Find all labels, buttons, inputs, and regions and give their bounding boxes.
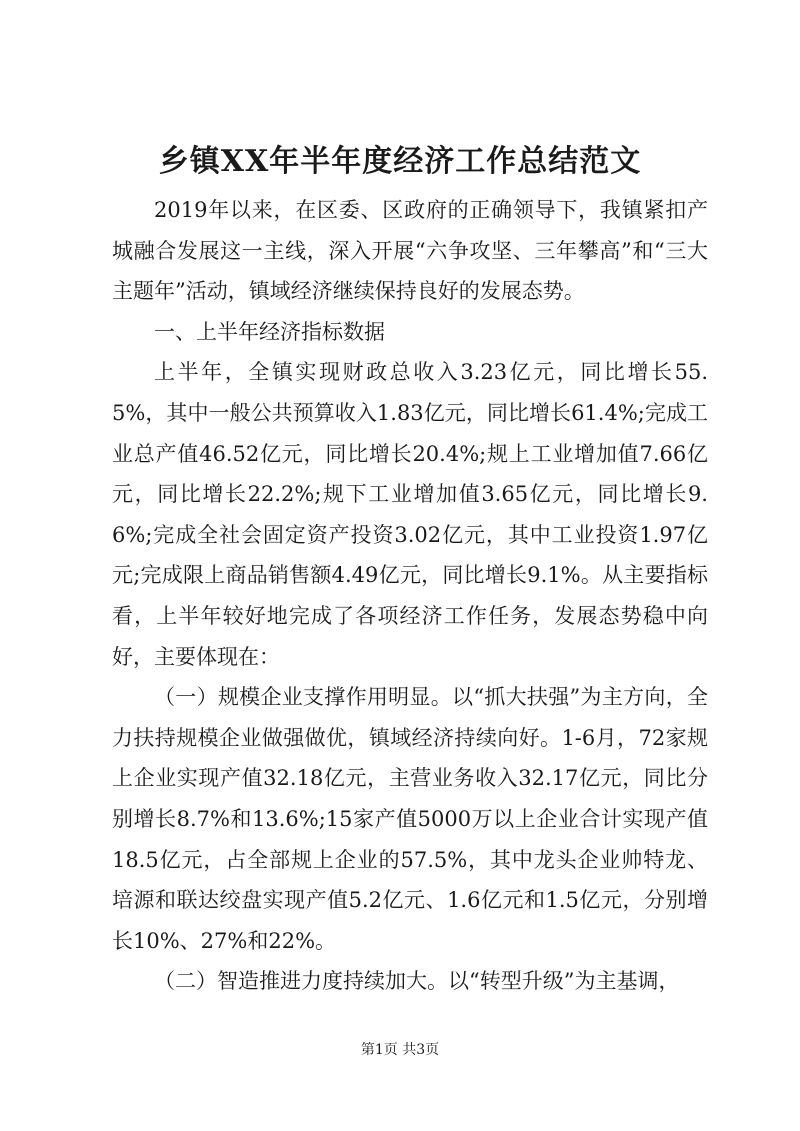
indicators-paragraph: 上半年，全镇实现财政总收入3.23亿元，同比增长55.5%，其中一般公共预算收入1.83亿元，同比增长61.4%;完成工业总产值46.52亿元，同比增长20.4%;规上工业增加值7.66亿元，同比增长22.2%;规下工业增加值3.65亿元，同比增长9.6%;完成全社会固定资产投资3.02亿元，其中工业投资1.97亿元;完成限上商品销售额4.49亿元，同比增长9.1%。从主要指标看，上半年较好地完成了各项经济工作任务，发展态势稳中向好，主要体现在： [112, 360, 708, 669]
subsection-2-paragraph: （二）智造推进力度持续加大。以“转型升级”为主基调， [154, 969, 680, 994]
page-number-footer: 第1页 共3页 [360, 1042, 440, 1058]
section-heading-1: 一、上半年经济指标数据 [154, 319, 385, 344]
document-title: 乡镇XX年半年度经济工作总结范文 [158, 144, 642, 179]
document-body [112, 190, 708, 1002]
intro-paragraph: 2019年以来，在区委、区政府的正确领导下，我镇紧扣产城融合发展这一主线，深入开展“六争攻坚、三年攀高”和“三大主题年”活动，镇域经济继续保持良好的发展态势。 [112, 198, 708, 304]
subsection-1-paragraph: （一）规模企业支撑作用明显。以“抓大扶强”为主方向，全力扶持规模企业做强做优，镇域经济持续向好。1-6月，72家规上企业实现产值32.18亿元，主营业务收入32.17亿元，同比分别增长8.7%和13.6%;15家产值5000万以上企业合计实现产值18.5亿元，占全部规上企业的57.5%，其中龙头企业帅特龙、培源和联达绞盘实现产值5.2亿元、1.6亿元和1.5亿元，分别增长10%、27%和22%。 [112, 685, 708, 953]
